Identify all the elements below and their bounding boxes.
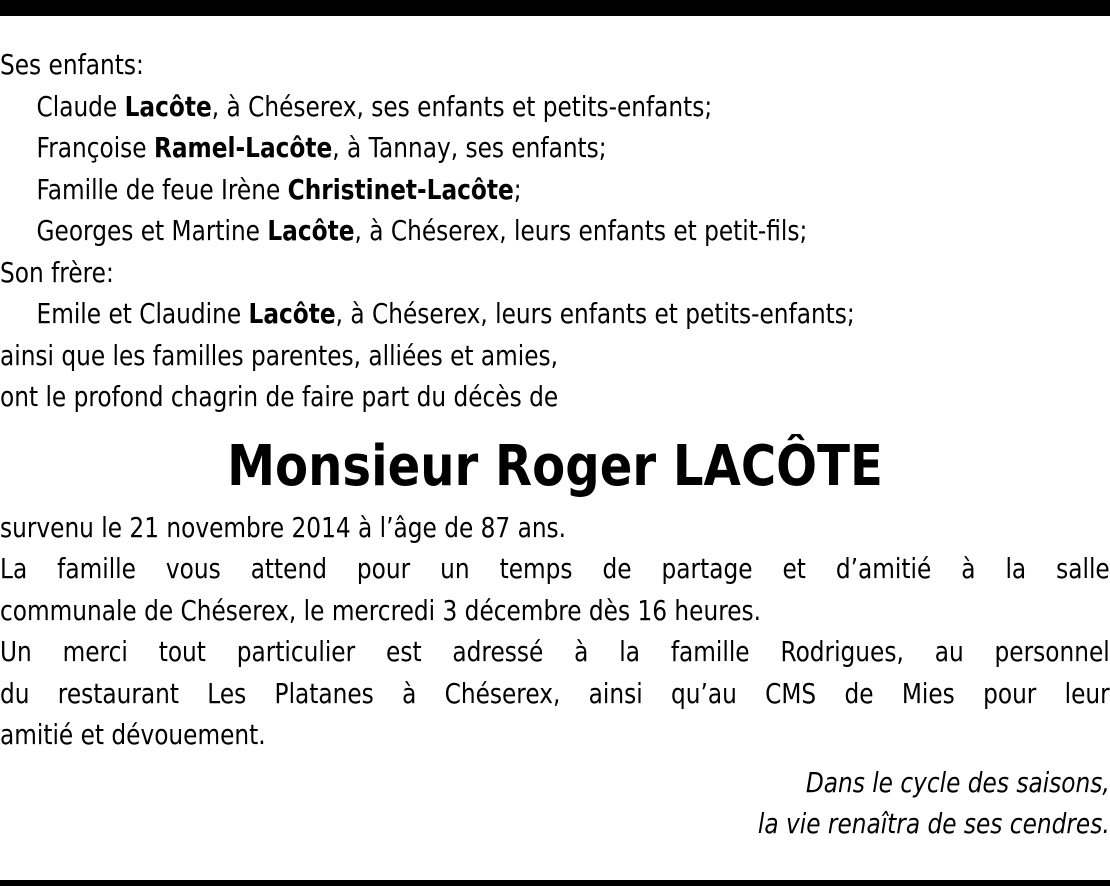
brother-heading: Son frère:	[0, 255, 114, 289]
gathering-line: communale de Chéserex, le mercredi 3 décembre dès 16 heures.	[0, 593, 762, 627]
family-name: Lacôte	[124, 89, 212, 123]
family-name: Lacôte	[267, 214, 355, 247]
brother-entry: Emile et Claudine Lacôte, à Chéserex, leurs enfants et petits-enfants;	[36, 297, 855, 330]
bottom-rule	[0, 880, 1110, 886]
relatives-line: ainsi que les familles parentes, alliées et amies,	[0, 338, 559, 372]
children-heading: Ses enfants:	[0, 48, 144, 81]
thanks-line: Un merci tout particulier est adressé à la famille Rodrigues, au personnel	[0, 635, 1110, 668]
details	[0, 507, 1110, 756]
death-line: survenu le 21 novembre 2014 à l’âge de 87 ans.	[0, 510, 567, 544]
child-entry: Françoise Ramel-Lacôte, à Tannay, ses enfants;	[36, 131, 607, 164]
top-rule	[0, 0, 1110, 16]
child-entry: Claude Lacôte, à Chéserex, ses enfants et petits-enfants;	[36, 89, 713, 123]
child-entry: Famille de feue Irène Christinet-Lacôte;	[36, 172, 522, 206]
family-name: Ramel-Lacôte	[153, 131, 333, 164]
announcement-line: ont le profond chagrin de faire part du décès de	[0, 380, 559, 413]
child-entry: Georges et Martine Lacôte, à Chéserex, leurs enfants et petit-fils;	[36, 214, 808, 247]
quote-line: Dans le cycle des saisons,	[805, 765, 1110, 799]
gathering-line: La famille vous attend pour un temps de partage et d’amitié à la salle	[0, 552, 1110, 585]
obituary-notice	[0, 44, 1110, 845]
thanks-line: du restaurant Les Platanes à Chéserex, ainsi qu’au CMS de Mies pour leur	[0, 676, 1110, 710]
thanks-line: amitié et dévouement.	[0, 718, 266, 751]
deceased-name: Monsieur Roger LACÔTE	[227, 433, 883, 499]
family-name: Lacôte	[248, 297, 336, 330]
quote-line: la vie renaîtra de ses cendres.	[757, 807, 1110, 840]
family-name: Christinet-Lacôte	[287, 172, 514, 206]
closing-quote	[0, 762, 1110, 845]
